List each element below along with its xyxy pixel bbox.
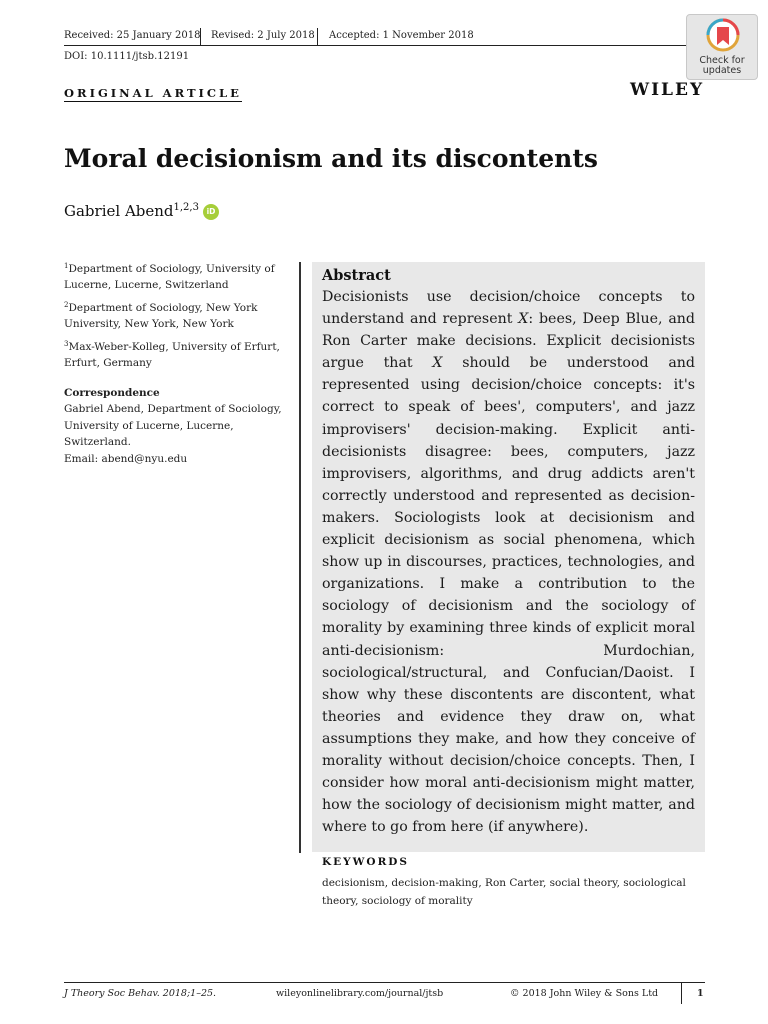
footer-journal: J Theory Soc Behav. 2018;1–25. <box>64 988 217 999</box>
author-line <box>64 202 219 220</box>
accepted-date: Accepted: 1 November 2018 <box>329 30 474 41</box>
correspondence-body: Gabriel Abend, Department of Sociology, University of Lucerne, Lucerne, Switzerland. <box>64 403 282 448</box>
header-divider <box>317 28 318 46</box>
footer-divider <box>681 982 682 1004</box>
paper-title: Moral decisionism and its discontents <box>64 144 598 173</box>
publisher-logo: WILEY <box>630 80 705 100</box>
column-divider <box>299 262 301 853</box>
badge-line-2: updates <box>702 65 742 76</box>
header-divider <box>200 28 201 46</box>
footer-url[interactable]: wileyonlinelibrary.com/journal/jtsb <box>276 988 444 999</box>
doi[interactable]: DOI: 10.1111/jtsb.12191 <box>64 51 190 62</box>
article-type: ORIGINAL ARTICLE <box>64 86 242 100</box>
footer-rule <box>64 982 705 983</box>
affiliation-item: $^3$Max-Weber-Kolleg, University of Erfurt, Erfurt, Germany <box>64 340 280 369</box>
keywords-heading: KEYWORDS <box>322 856 409 869</box>
affiliations <box>64 258 292 467</box>
keywords-text: decisionism, decision-making, Ron Carter, social theory, sociological theory, sociology of morality <box>322 877 686 908</box>
page-number: 1 <box>697 988 704 999</box>
author-affil-sup: 1,2,3 <box>173 202 199 213</box>
crossmark-icon <box>706 18 740 56</box>
revised-date: Revised: 2 July 2018 <box>211 30 315 41</box>
check-for-updates-badge[interactable] <box>686 14 758 80</box>
affiliation-item: $^2$Department of Sociology, New York University, New York, New York <box>64 301 258 330</box>
affiliation-item: $^1$Department of Sociology, University of Lucerne, Lucerne, Switzerland <box>64 262 275 291</box>
abstract-text: Decisionists use decision/choice concepts to understand and represent X: bees, Deep Blue, and Ron Carter make decisions. Explicit decisionists argue that X should be understood and represented using decision/choice concepts: it's correct to speak of bees', computers', and jazz improvisers' decision-making. Explicit anti-decisionists disagree: bees, computers, jazz improvisers, algorithms, and drug addicts aren't correctly understood and represented as decision-makers. Sociologists look at decisionism and explicit decisionism as social phenomena, which show up in discourses, practices, technologies, and organizations. I make a contribution to the sociology of decisionism and the sociology of morality by examining three kinds of explicit moral anti-decisionism: Murdochian, sociological/structural, and Confucian/Daoist. I show why these discontents are discontent, what theories and evidence they draw on, what assumptions they make, and how they conceive of morality without decision/choice concepts. Then, I consider how moral anti-decisionism might matter, how the sociology of decisionism might matter, and where to go from here (if anywhere). <box>322 289 696 836</box>
dates-header <box>64 28 705 46</box>
correspondence-heading: Correspondence <box>64 387 160 399</box>
footer-copyright: © 2018 John Wiley & Sons Ltd <box>510 988 659 999</box>
received-date: Received: 25 January 2018 <box>64 30 201 41</box>
badge-line-1: Check for <box>699 55 745 66</box>
orcid-icon[interactable]: iD <box>203 204 219 220</box>
abstract-heading: Abstract <box>322 267 391 284</box>
correspondence-email[interactable]: Email: abend@nyu.edu <box>64 452 188 465</box>
author-name[interactable]: Gabriel Abend <box>64 202 174 220</box>
abstract-box <box>312 262 705 908</box>
